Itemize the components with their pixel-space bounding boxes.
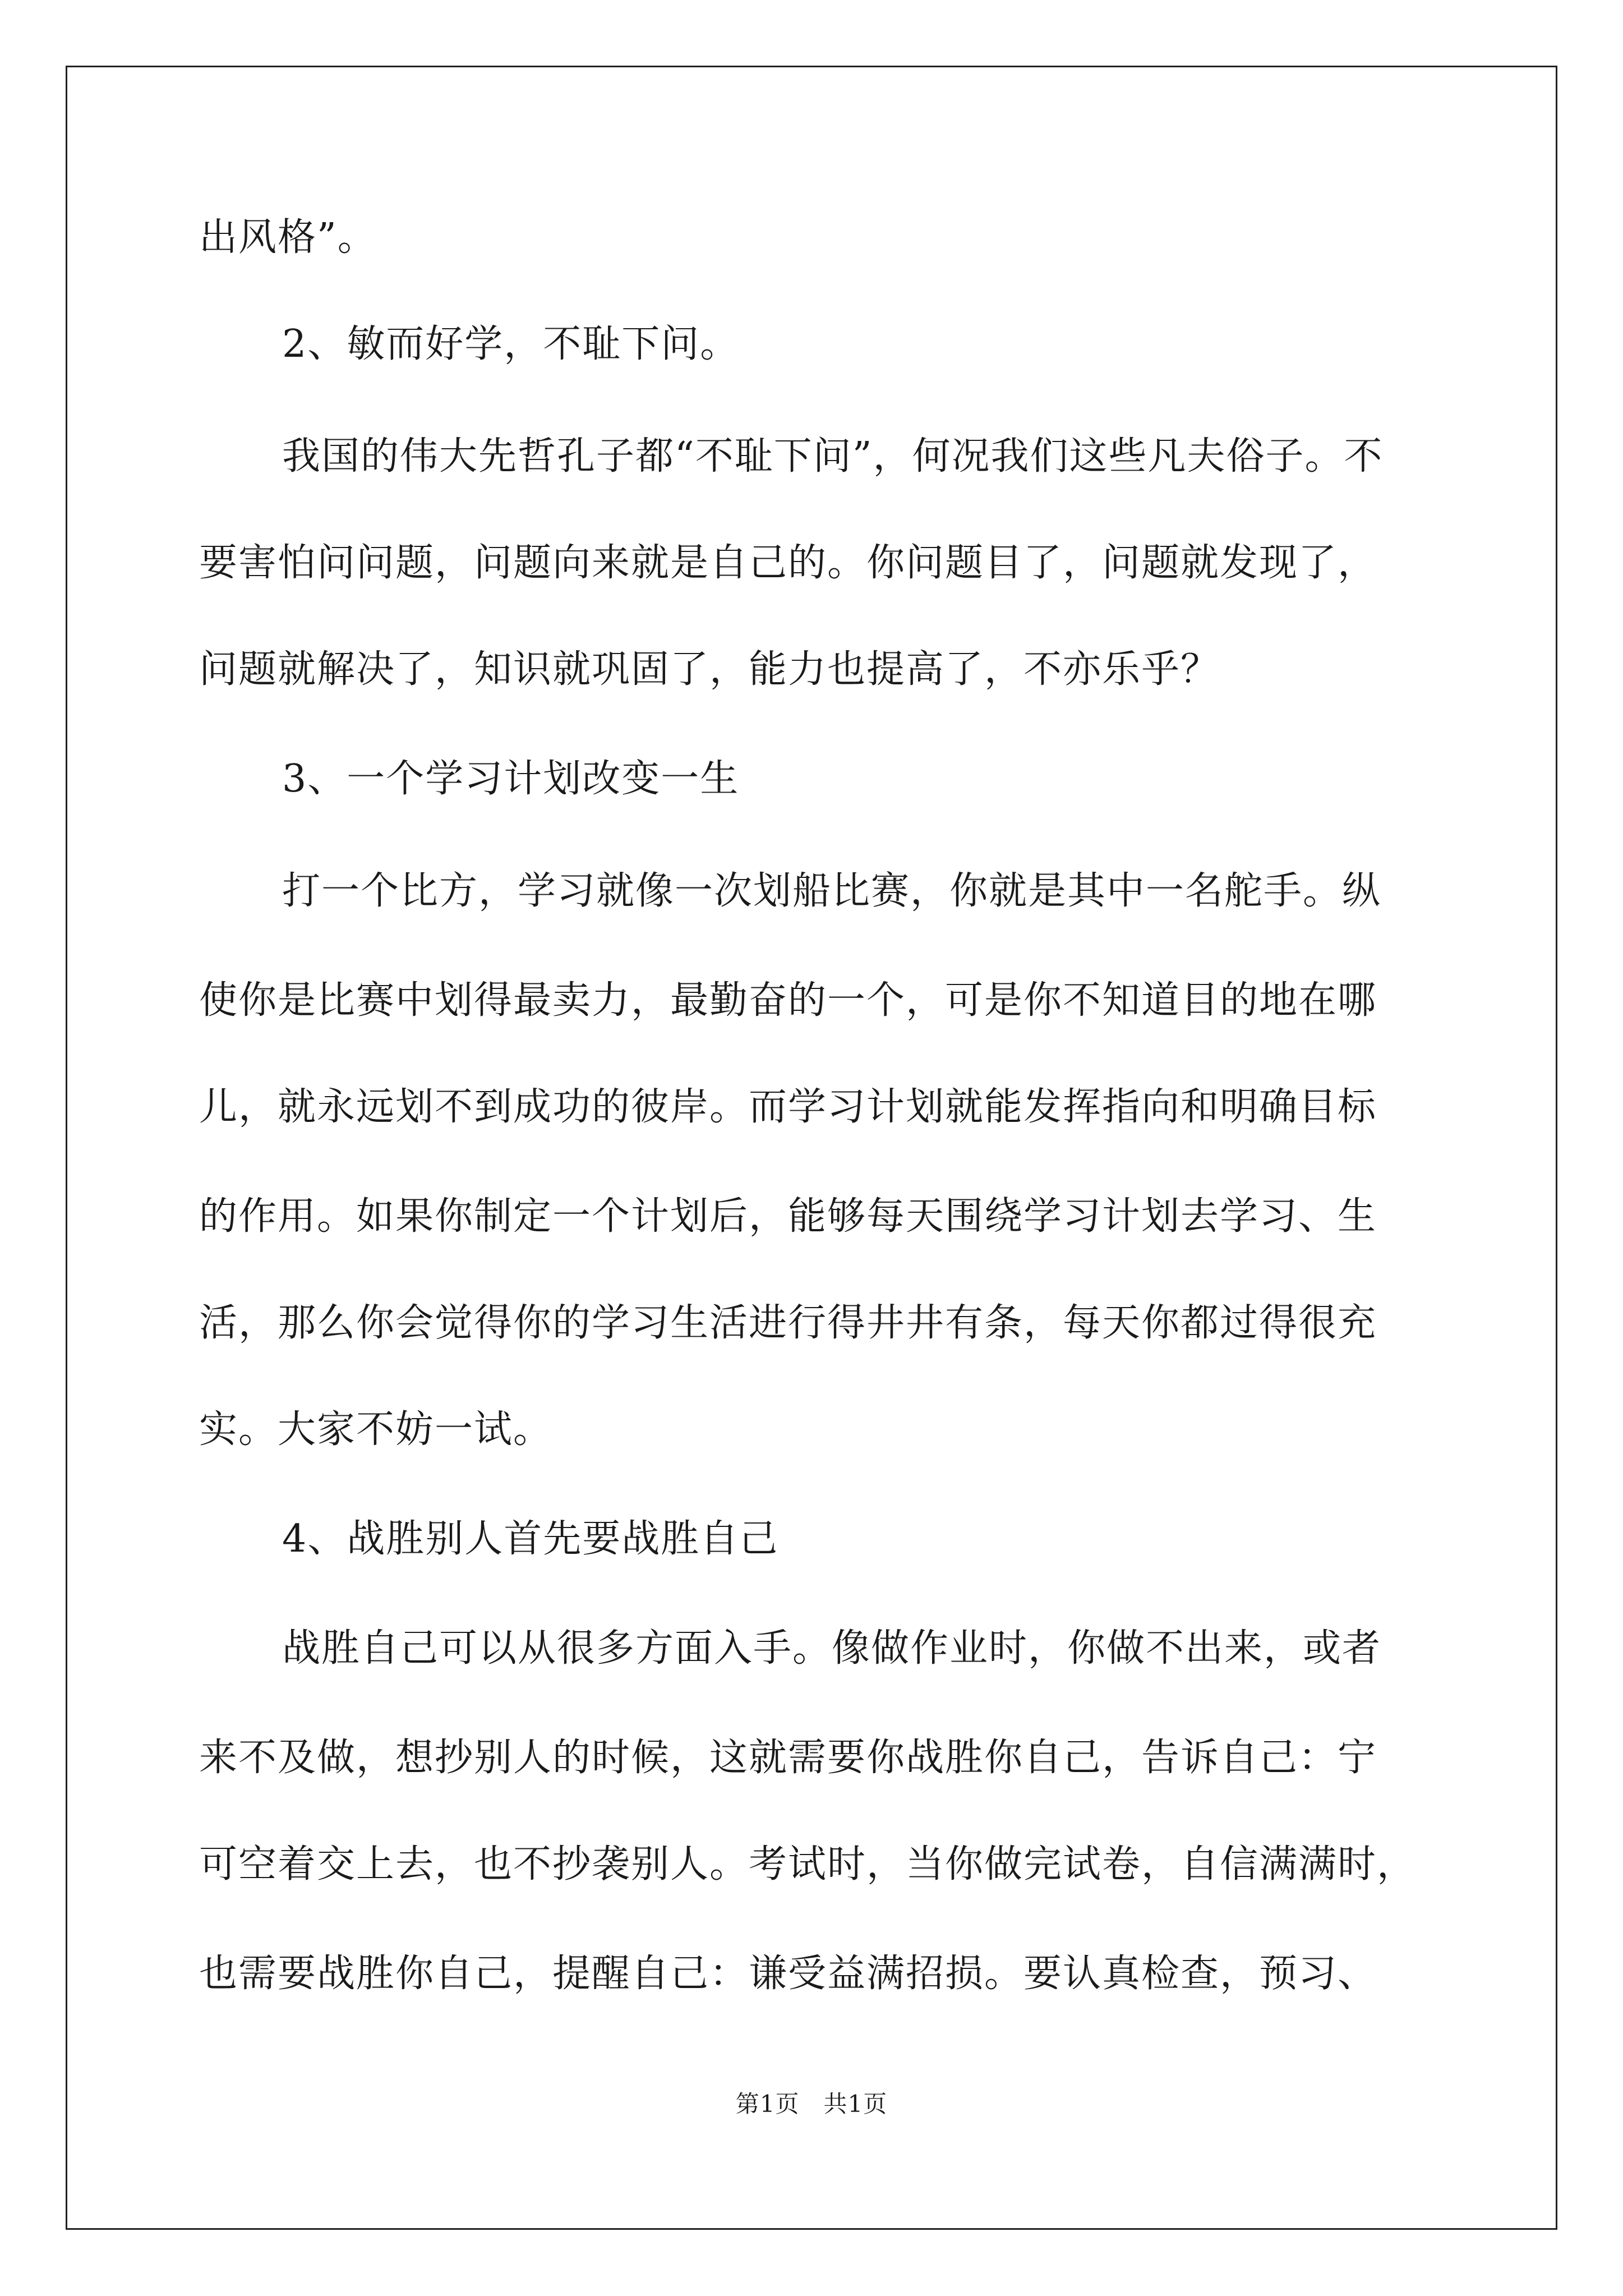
paragraph-line: 出风格”。	[199, 215, 377, 260]
paragraph-line: 要害怕问问题，问题向来就是自己的。你问题目了，问题就发现了，	[199, 541, 1377, 585]
paragraph-line: 战胜自己可以从很多方面入手。像做作业时，你做不出来，或者	[282, 1626, 1382, 1671]
page-footer: 第1页 共1页	[735, 2090, 888, 2118]
paragraph-line: 活，那么你会觉得你的学习生活进行得井井有条，每天你都过得很充	[199, 1301, 1377, 1345]
paragraph-line: 也需要战胜你自己，提醒自己：谦受益满招损。要认真检查，预习、	[199, 1952, 1377, 1996]
paragraph-line: 儿，就永远划不到成功的彼岸。而学习计划就能发挥指向和明确目标	[199, 1085, 1377, 1129]
paragraph-line: 我国的伟大先哲孔子都“不耻下问”，何况我们这些凡夫俗子。不	[282, 434, 1384, 478]
section-heading: 4、战胜别人首先要战胜自己	[282, 1517, 779, 1561]
paragraph-line: 可空着交上去，也不抄袭别人。考试时，当你做完试卷，自信满满时，	[199, 1842, 1417, 1887]
section-heading: 3、一个学习计划改变一生	[282, 757, 740, 801]
paragraph-line: 使你是比赛中划得最卖力，最勤奋的一个，可是你不知道目的地在哪	[199, 978, 1377, 1023]
section-heading: 2、敏而好学，不耻下问。	[282, 322, 740, 366]
page-border	[66, 66, 1557, 2230]
paragraph-line: 问题就解决了，知识就巩固了，能力也提高了，不亦乐乎？	[199, 647, 1220, 692]
paragraph-line: 的作用。如果你制定一个计划后，能够每天围绕学习计划去学习、生	[199, 1194, 1377, 1239]
paragraph-line: 来不及做，想抄别人的时候，这就需要你战胜你自己，告诉自己：宁	[199, 1736, 1377, 1780]
paragraph-line: 实。大家不妨一试。	[199, 1407, 553, 1452]
paragraph-line: 打一个比方，学习就像一次划船比赛，你就是其中一名舵手。纵	[282, 869, 1382, 913]
